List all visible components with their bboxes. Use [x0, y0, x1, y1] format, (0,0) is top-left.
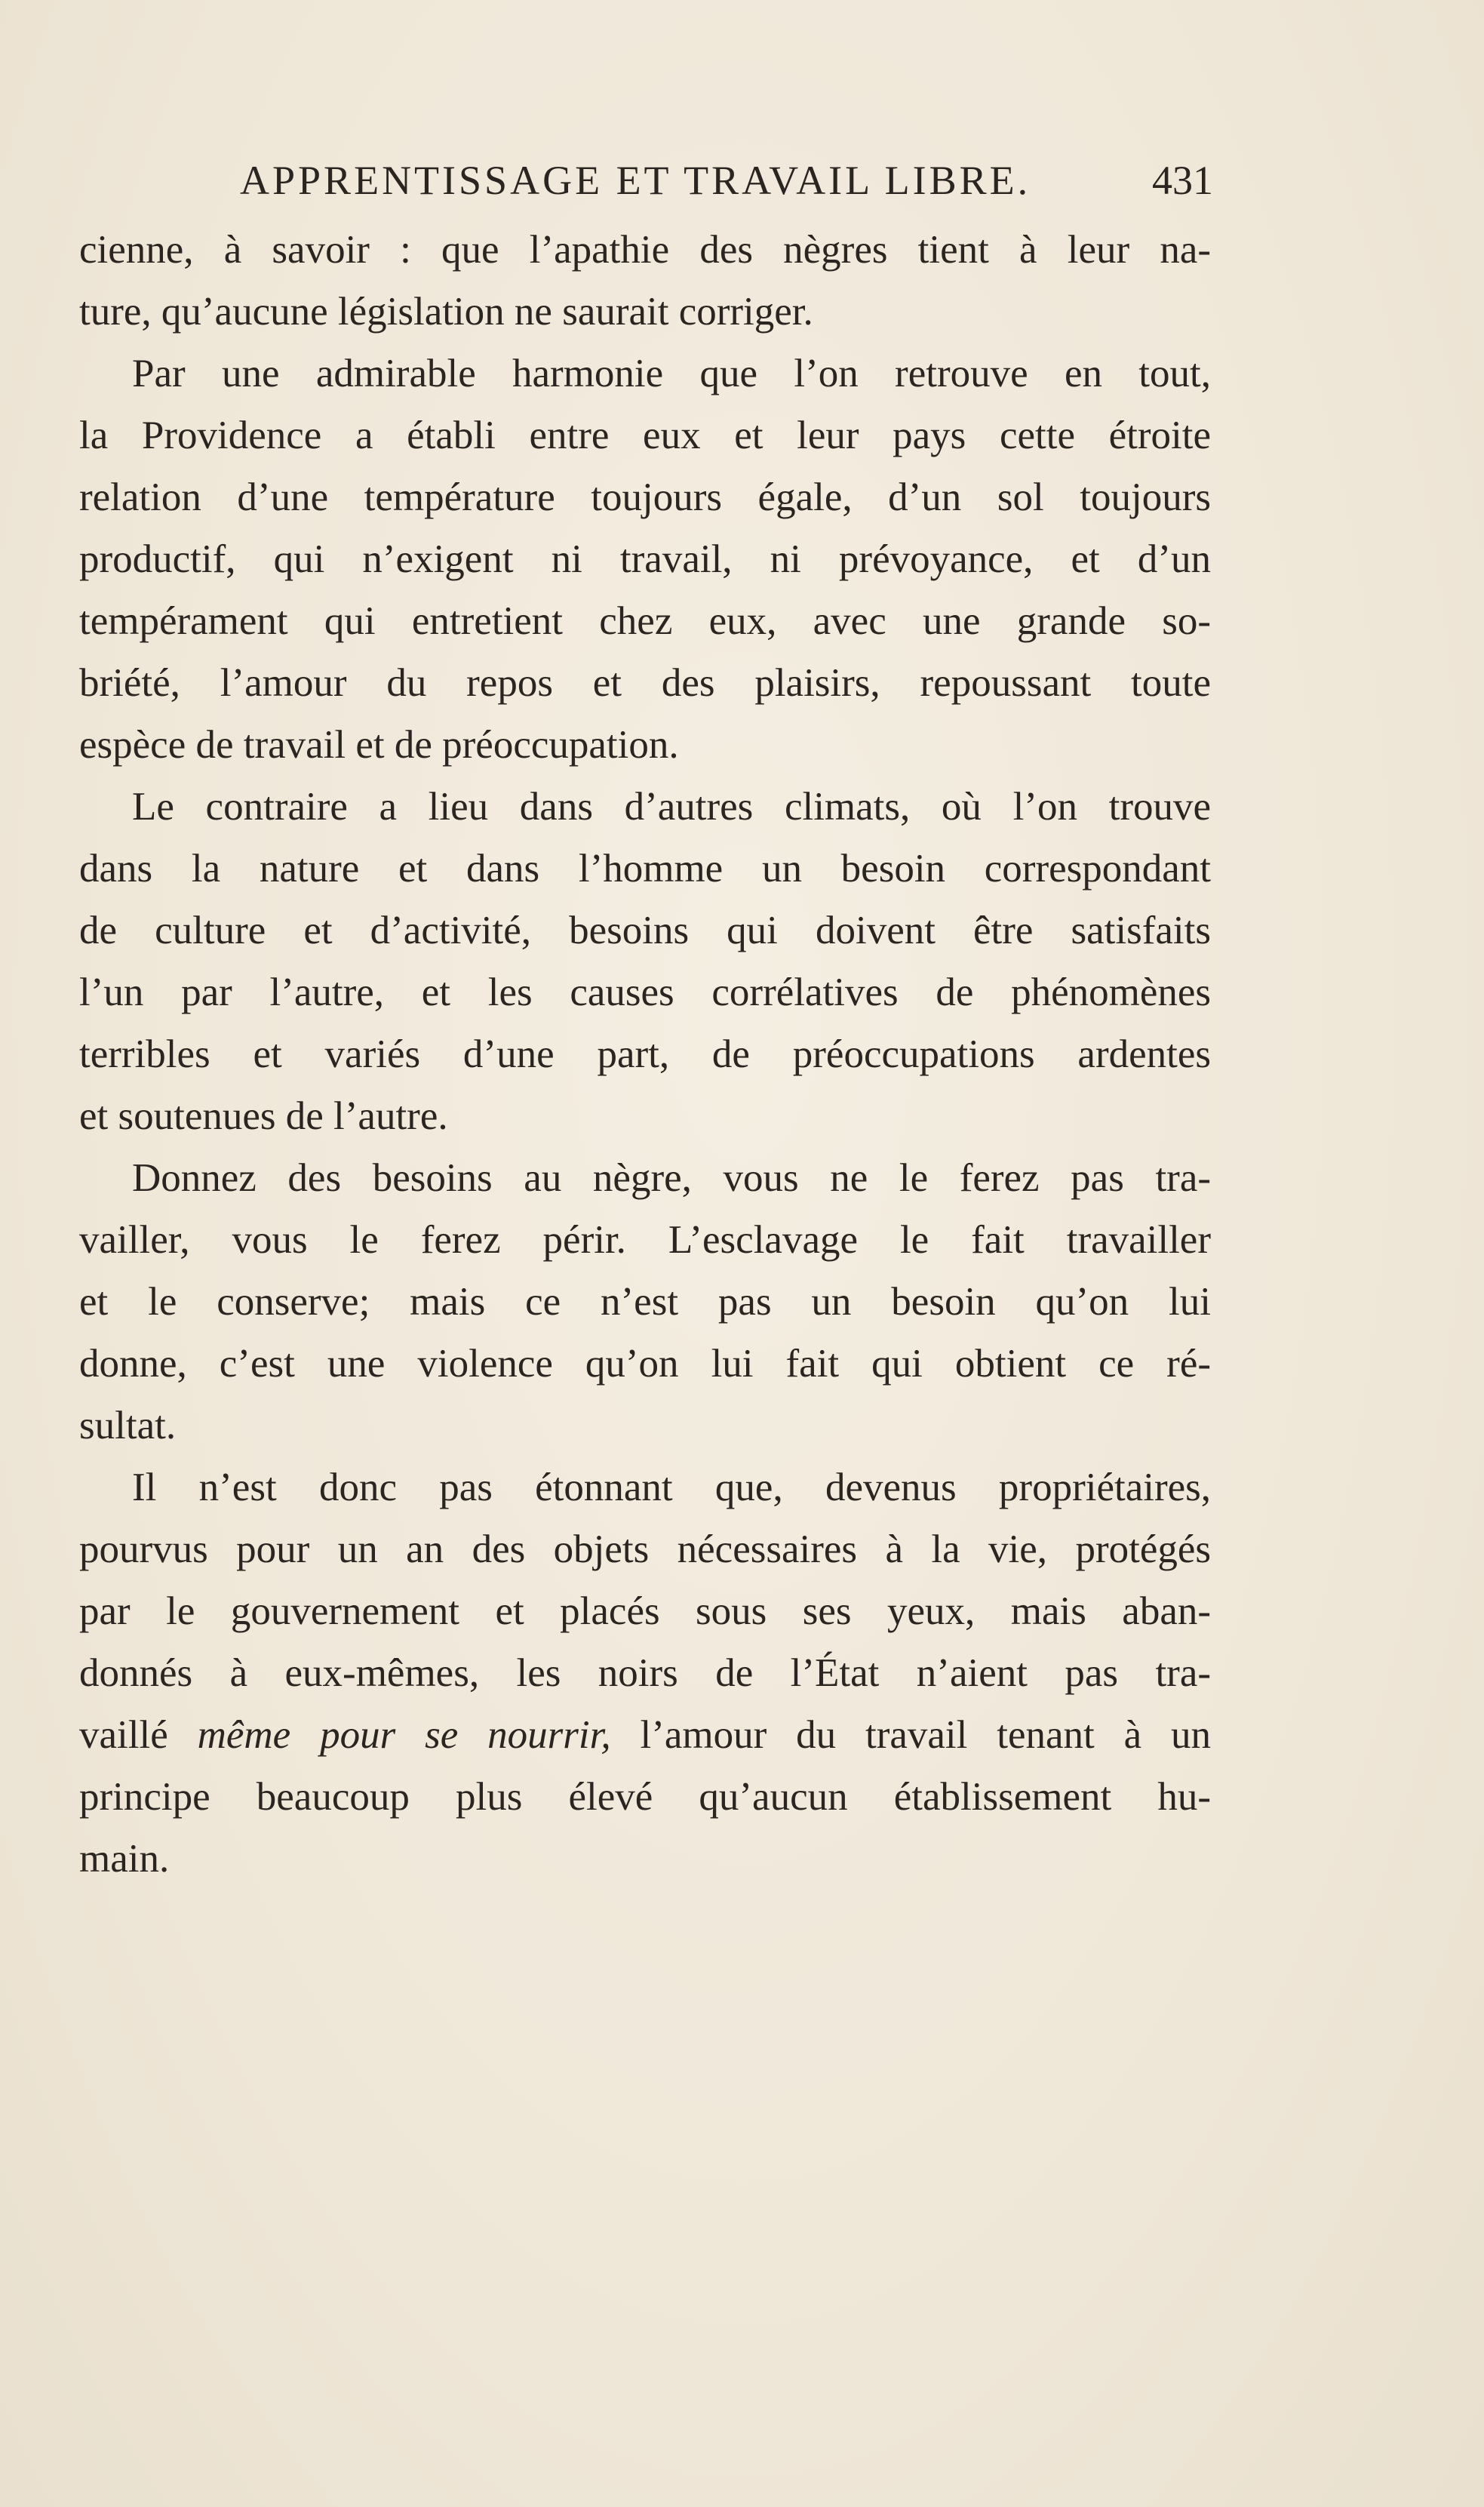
text-line-with-italic	[79, 1704, 1211, 1766]
text-line: donnés à eux-mêmes, les noirs de l’État n’aient pas tra-	[79, 1651, 1211, 1695]
text-line: Il n’est donc pas étonnant que, devenus propriétaires,	[132, 1466, 1211, 1509]
text-line: main.	[79, 1837, 170, 1881]
running-head: APPRENTISSAGE ET TRAVAIL LIBRE.	[240, 158, 1031, 203]
text-line: Donnez des besoins au nègre, vous ne le ferez pas tra-	[132, 1156, 1211, 1200]
text-line: tempérament qui entretient chez eux, avec une grande so-	[79, 599, 1211, 643]
text-line: principe beaucoup plus élevé qu’aucun établissement hu-	[79, 1775, 1211, 1819]
italic-phrase: même pour se nourrir,	[197, 1713, 611, 1757]
text-span: vaillé	[79, 1713, 198, 1757]
text-line: dans la nature et dans l’homme un besoin correspondant	[79, 847, 1211, 891]
text-line: relation d’une température toujours égale, d’un sol toujours	[79, 475, 1211, 519]
text-line: terribles et variés d’une part, de préoccupations ardentes	[79, 1032, 1211, 1076]
text-line: et le conserve; mais ce n’est pas un besoin qu’on lui	[79, 1280, 1211, 1324]
text-line: vailler, vous le ferez périr. L’esclavage le fait travailler	[79, 1218, 1211, 1262]
text-line: cienne, à savoir : que l’apathie des nègres tient à leur na-	[79, 228, 1211, 272]
text-line: briété, l’amour du repos et des plaisirs, repoussant toute	[79, 661, 1211, 705]
text-line: par le gouvernement et placés sous ses yeux, mais aban-	[79, 1589, 1211, 1633]
text-line: la Providence a établi entre eux et leur pays cette étroite	[79, 414, 1211, 457]
text-line: productif, qui n’exigent ni travail, ni prévoyance, et d’un	[79, 537, 1211, 581]
text-line: sultat.	[79, 1404, 177, 1447]
text-line: espèce de travail et de préoccupation.	[79, 723, 679, 767]
page-header	[240, 157, 1213, 210]
text-line: Par une admirable harmonie que l’on retrouve en tout,	[132, 352, 1211, 395]
text-span: l’amour du travail tenant à un	[610, 1713, 1212, 1757]
page-number: 431	[1152, 158, 1213, 203]
text-line: donne, c’est une violence qu’on lui fait qui obtient ce ré-	[79, 1342, 1211, 1386]
text-line: ture, qu’aucune législation ne saurait corriger.	[79, 290, 813, 334]
text-line: l’un par l’autre, et les causes corrélatives de phénomènes	[79, 971, 1211, 1014]
text-line: de culture et d’activité, besoins qui doivent être satisfaits	[79, 909, 1211, 952]
text-line: Le contraire a lieu dans d’autres climats, où l’on trouve	[132, 785, 1211, 829]
text-line: pourvus pour un an des objets nécessaires à la vie, protégés	[79, 1527, 1211, 1571]
text-line: et soutenues de l’autre.	[79, 1094, 448, 1138]
